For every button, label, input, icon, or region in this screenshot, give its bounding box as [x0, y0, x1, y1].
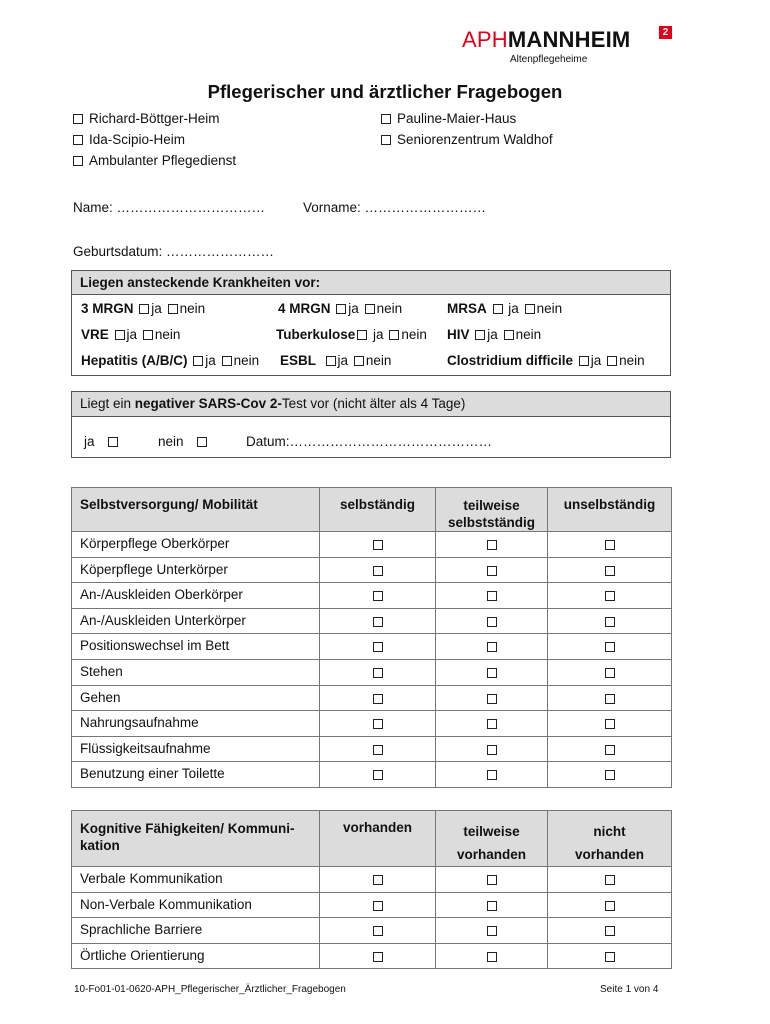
- vorname-field[interactable]: Vorname: ………………………: [303, 200, 487, 215]
- checkbox[interactable]: [487, 952, 497, 962]
- row-label: Örtliche Orientierung: [72, 943, 320, 969]
- table-row: [72, 685, 672, 711]
- infection-header: Liegen ansteckende Krankheiten vor:: [72, 271, 670, 295]
- footer-page-number: Seite 1 von 4: [600, 984, 659, 995]
- checkbox[interactable]: [487, 566, 497, 576]
- checkbox[interactable]: [373, 694, 383, 704]
- table-row: [72, 583, 672, 609]
- checkbox-no[interactable]: [504, 330, 514, 340]
- checkbox-no[interactable]: [354, 356, 364, 366]
- checkbox[interactable]: [373, 540, 383, 550]
- checkbox[interactable]: [373, 642, 383, 652]
- checkbox[interactable]: [605, 719, 615, 729]
- checkbox-cell: [320, 943, 436, 969]
- checkbox[interactable]: [373, 617, 383, 627]
- sars-header: Liegt ein negativer SARS-Cov 2-Test vor (nicht älter als 4 Tage): [72, 392, 670, 417]
- checkbox[interactable]: [108, 437, 118, 447]
- checkbox-cell: [320, 762, 436, 788]
- checkbox[interactable]: [373, 719, 383, 729]
- checkbox-cell: [320, 736, 436, 762]
- checkbox-cell: [548, 867, 672, 893]
- table-row: [72, 943, 672, 969]
- row-label: Non-Verbale Kommunikation: [72, 892, 320, 918]
- checkbox-no[interactable]: [607, 356, 617, 366]
- table-row: [72, 918, 672, 944]
- checkbox-cell: [548, 557, 672, 583]
- selfcare-header-row: [72, 488, 672, 532]
- checkbox[interactable]: [605, 926, 615, 936]
- checkbox-cell: [436, 711, 548, 737]
- infection-item: Tuberkulose ja nein: [276, 327, 427, 342]
- infection-item: 4 MRGN ja nein: [278, 301, 403, 316]
- checkbox[interactable]: [487, 719, 497, 729]
- facility-option[interactable]: Ida-Scipio-Heim: [73, 132, 185, 148]
- checkbox-cell: [548, 532, 672, 558]
- checkbox[interactable]: [487, 642, 497, 652]
- checkbox[interactable]: [373, 926, 383, 936]
- checkbox-cell: [548, 583, 672, 609]
- footer-doc-id: 10-Fo01-01-0620-APH_Pflegerischer_Ärztlicher_Fragebogen: [74, 984, 346, 995]
- sars-date-field[interactable]: Datum:………………………………………: [246, 434, 493, 449]
- checkbox[interactable]: [487, 770, 497, 780]
- checkbox-cell: [548, 943, 672, 969]
- table-row: [72, 659, 672, 685]
- checkbox-cell: [548, 892, 672, 918]
- table-row: [72, 867, 672, 893]
- infection-box: [71, 270, 671, 376]
- row-label: Nahrungsaufnahme: [72, 711, 320, 737]
- checkbox-cell: [436, 736, 548, 762]
- logo-badge: 2: [659, 26, 672, 39]
- row-label: Positionswechsel im Bett: [72, 634, 320, 660]
- checkbox-cell: [320, 659, 436, 685]
- col-header: teilweise selbstständig: [436, 488, 548, 532]
- facility-option[interactable]: Seniorenzentrum Waldhof: [381, 132, 553, 148]
- col-header: teilweise vorhanden: [436, 811, 548, 867]
- infection-item: MRSA ja nein: [447, 301, 563, 316]
- col-header: vorhanden: [320, 811, 436, 867]
- table-row: [72, 762, 672, 788]
- checkbox-cell: [436, 583, 548, 609]
- checkbox-cell: [548, 711, 672, 737]
- checkbox-cell: [320, 634, 436, 660]
- checkbox-cell: [436, 659, 548, 685]
- checkbox-cell: [320, 532, 436, 558]
- aph-mannheim-logo: [462, 24, 674, 72]
- checkbox-cell: [548, 634, 672, 660]
- sars-no-option[interactable]: nein: [158, 434, 209, 449]
- checkbox[interactable]: [373, 770, 383, 780]
- facility-option[interactable]: Richard-Böttger-Heim: [73, 111, 220, 127]
- checkbox[interactable]: [605, 770, 615, 780]
- checkbox[interactable]: [487, 617, 497, 627]
- cognitive-header: Kognitive Fähigkeiten/ Kommuni-kation: [72, 811, 320, 867]
- checkbox-yes[interactable]: [357, 330, 367, 340]
- checkbox-yes[interactable]: [326, 356, 336, 366]
- checkbox[interactable]: [605, 668, 615, 678]
- checkbox-cell: [548, 608, 672, 634]
- checkbox-cell: [436, 762, 548, 788]
- logo-wordmark: APHMANNHEIM: [462, 27, 631, 52]
- checkbox-cell: [436, 892, 548, 918]
- checkbox-yes[interactable]: [336, 304, 346, 314]
- checkbox-no[interactable]: [525, 304, 535, 314]
- checkbox[interactable]: [487, 591, 497, 601]
- table-row: [72, 711, 672, 737]
- checkbox[interactable]: [487, 926, 497, 936]
- checkbox[interactable]: [487, 694, 497, 704]
- checkbox-cell: [548, 736, 672, 762]
- checkbox[interactable]: [605, 901, 615, 911]
- checkbox-cell: [436, 867, 548, 893]
- checkbox[interactable]: [487, 540, 497, 550]
- checkbox-no[interactable]: [365, 304, 375, 314]
- geburtsdatum-field[interactable]: Geburtsdatum: ……………………: [73, 244, 275, 259]
- checkbox[interactable]: [373, 745, 383, 755]
- checkbox[interactable]: [373, 875, 383, 885]
- row-label: Flüssigkeitsaufnahme: [72, 736, 320, 762]
- infection-item: Clostridium difficile ja nein: [447, 353, 645, 368]
- selfcare-table: [71, 487, 672, 788]
- table-row: [72, 736, 672, 762]
- row-label: An-/Auskleiden Unterkörper: [72, 608, 320, 634]
- row-label: Stehen: [72, 659, 320, 685]
- infection-item: Hepatitis (A/B/C) ja nein: [81, 353, 260, 368]
- checkbox-yes[interactable]: [139, 304, 149, 314]
- checkbox-yes[interactable]: [475, 330, 485, 340]
- checkbox[interactable]: [487, 901, 497, 911]
- selfcare-header: Selbstversorgung/ Mobilität: [72, 488, 320, 532]
- checkbox[interactable]: [373, 591, 383, 601]
- row-label: Benutzung einer Toilette: [72, 762, 320, 788]
- checkbox-cell: [436, 608, 548, 634]
- cognitive-table: [71, 810, 672, 969]
- checkbox[interactable]: [73, 156, 83, 166]
- checkbox[interactable]: [605, 952, 615, 962]
- checkbox-cell: [436, 634, 548, 660]
- checkbox[interactable]: [605, 591, 615, 601]
- infection-item: HIV ja nein: [447, 327, 542, 342]
- checkbox-cell: [436, 943, 548, 969]
- row-label: Körperpflege Oberkörper: [72, 532, 320, 558]
- infection-item: 3 MRGN ja nein: [81, 301, 206, 316]
- checkbox-no[interactable]: [389, 330, 399, 340]
- checkbox[interactable]: [381, 114, 391, 124]
- row-label: Köperpflege Unterkörper: [72, 557, 320, 583]
- checkbox-cell: [320, 918, 436, 944]
- sars-box: [71, 391, 671, 458]
- checkbox-cell: [548, 659, 672, 685]
- checkbox-cell: [320, 711, 436, 737]
- checkbox[interactable]: [73, 114, 83, 124]
- checkbox-cell: [320, 867, 436, 893]
- checkbox-cell: [436, 557, 548, 583]
- checkbox-cell: [436, 532, 548, 558]
- checkbox-yes[interactable]: [193, 356, 203, 366]
- checkbox[interactable]: [373, 566, 383, 576]
- checkbox-cell: [320, 608, 436, 634]
- checkbox-no[interactable]: [222, 356, 232, 366]
- row-label: Gehen: [72, 685, 320, 711]
- checkbox-yes[interactable]: [493, 304, 503, 314]
- checkbox[interactable]: [487, 875, 497, 885]
- checkbox[interactable]: [487, 745, 497, 755]
- col-header: unselbständig: [548, 488, 672, 532]
- checkbox-cell: [320, 557, 436, 583]
- checkbox[interactable]: [381, 135, 391, 145]
- checkbox-cell: [320, 685, 436, 711]
- row-label: Verbale Kommunikation: [72, 867, 320, 893]
- table-row: [72, 634, 672, 660]
- checkbox-yes[interactable]: [579, 356, 589, 366]
- checkbox[interactable]: [373, 668, 383, 678]
- logo-subtitle: Altenpflegeheime: [510, 54, 588, 65]
- page-title: Pflegerischer und ärztlicher Fragebogen: [207, 81, 563, 102]
- checkbox[interactable]: [373, 952, 383, 962]
- facility-option[interactable]: Pauline-Maier-Haus: [381, 111, 516, 127]
- checkbox-cell: [548, 685, 672, 711]
- checkbox-cell: [548, 762, 672, 788]
- cognitive-header-row: [72, 811, 672, 867]
- checkbox[interactable]: [605, 642, 615, 652]
- table-row: [72, 608, 672, 634]
- checkbox-cell: [436, 685, 548, 711]
- checkbox-yes[interactable]: [115, 330, 125, 340]
- checkbox[interactable]: [605, 566, 615, 576]
- checkbox[interactable]: [197, 437, 207, 447]
- infection-item: VRE ja nein: [81, 327, 181, 342]
- checkbox-no[interactable]: [168, 304, 178, 314]
- facility-option[interactable]: Ambulanter Pflegedienst: [73, 153, 236, 169]
- name-field[interactable]: Name: ……………………………: [73, 200, 266, 215]
- checkbox-cell: [436, 918, 548, 944]
- checkbox[interactable]: [487, 668, 497, 678]
- table-row: [72, 892, 672, 918]
- sars-yes-option[interactable]: ja: [84, 434, 120, 449]
- checkbox[interactable]: [605, 694, 615, 704]
- checkbox-cell: [320, 583, 436, 609]
- checkbox[interactable]: [605, 875, 615, 885]
- table-row: [72, 532, 672, 558]
- checkbox[interactable]: [373, 901, 383, 911]
- checkbox-cell: [548, 918, 672, 944]
- col-header: nicht vorhanden: [548, 811, 672, 867]
- col-header: selbständig: [320, 488, 436, 532]
- checkbox[interactable]: [605, 745, 615, 755]
- checkbox[interactable]: [73, 135, 83, 145]
- row-label: An-/Auskleiden Oberkörper: [72, 583, 320, 609]
- checkbox-no[interactable]: [143, 330, 153, 340]
- checkbox[interactable]: [605, 540, 615, 550]
- table-row: [72, 557, 672, 583]
- infection-item: ESBL ja nein: [280, 353, 392, 368]
- row-label: Sprachliche Barriere: [72, 918, 320, 944]
- checkbox[interactable]: [605, 617, 615, 627]
- checkbox-cell: [320, 892, 436, 918]
